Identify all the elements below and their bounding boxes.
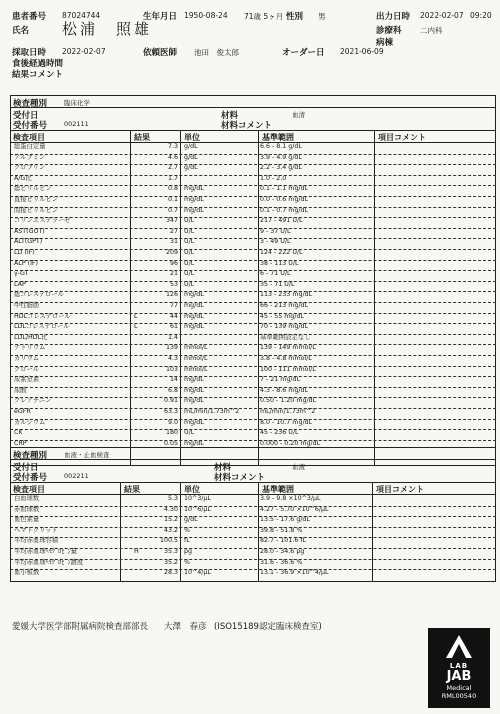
- print-date-label: 出力日時: [376, 12, 411, 22]
- result-value: 77: [169, 302, 178, 309]
- result-value: 0.8: [167, 185, 178, 193]
- result-value: 31: [169, 238, 178, 246]
- reference-range: 45 - 55 mg/dL: [260, 312, 305, 320]
- logo-mid-text: JAB: [446, 669, 472, 684]
- test-name: 総コレステロール: [14, 291, 64, 299]
- result-unit: U/L: [184, 238, 195, 246]
- divider: [10, 482, 496, 483]
- reference-range: 2.2 - 3.4 g/dL: [260, 164, 302, 172]
- table-row: [12, 143, 494, 151]
- table-row: [12, 291, 494, 299]
- test-name: クロール: [14, 365, 40, 373]
- reference-range: 124 - 222 U/L: [260, 249, 303, 256]
- abnormal-flag: L: [134, 312, 138, 320]
- result-value: 61: [169, 323, 178, 331]
- s1-material-value: 血清: [292, 111, 305, 119]
- table-row: [12, 516, 494, 524]
- name-label: 氏名: [12, 26, 30, 36]
- result-unit: mg/dL: [184, 291, 204, 299]
- reference-range: 3.9 - 9.8 ×10^3/μL: [260, 495, 321, 502]
- table-row: [12, 228, 494, 236]
- result-unit: g/dL: [184, 143, 198, 150]
- reference-range: 4.27 - 5.70 ×10^6/μL: [260, 505, 329, 513]
- result-unit: %: [184, 558, 190, 566]
- test-name: 間接ビリルビン: [14, 206, 59, 214]
- test-name: 尿素窒素: [14, 376, 40, 384]
- sex: 男: [318, 12, 326, 21]
- s1-col-ref: 基準範囲: [262, 133, 294, 142]
- s1-col-result: 結果: [134, 133, 150, 142]
- footer-cert: (ISO15189認定臨床検査室): [214, 622, 322, 632]
- reference-range: 0.50 - 1.20 mg/dL: [260, 397, 317, 405]
- s1-col-unit: 単位: [184, 133, 200, 142]
- reference-range: 38 - 113 U/L: [260, 259, 299, 267]
- reference-range: 基準範囲設定なし: [260, 333, 311, 341]
- table-row: [12, 569, 494, 577]
- result-unit: mg/dL: [184, 206, 204, 214]
- test-name: 平均赤血球ﾍﾓｸﾞﾛﾋﾞﾝ量: [14, 548, 77, 555]
- result-unit: U/L: [184, 249, 195, 256]
- test-name: ALT(GPT): [14, 238, 43, 246]
- result-unit: U/L: [184, 280, 195, 288]
- result-unit: mg/dL: [184, 185, 204, 193]
- table-row: [12, 217, 494, 225]
- logo-line1: Medical: [446, 684, 472, 692]
- result-value: 180: [165, 429, 178, 437]
- result-value: 44: [169, 312, 178, 320]
- reference-range: 0.0 - 0.6 mg/dL: [260, 196, 309, 203]
- result-value: 0.05: [163, 439, 178, 447]
- s2-type-value: 血液・止血検査: [64, 451, 110, 459]
- result-value: 0.91: [163, 397, 178, 405]
- accreditation-mark-icon: [428, 632, 490, 662]
- test-name: カリウム: [14, 355, 40, 362]
- dept: 二内科: [420, 26, 443, 35]
- test-name: ヘマトクリット: [14, 526, 58, 534]
- result-value: 4.30: [163, 505, 178, 513]
- result-unit: g/dL: [184, 516, 198, 524]
- result-unit: U/L: [184, 429, 195, 437]
- result-unit: mg/dL: [184, 418, 204, 426]
- logo-top-text: LAB: [449, 662, 469, 670]
- test-name: クレアチニン: [14, 397, 52, 405]
- test-name: 総蛋白定量: [14, 143, 46, 150]
- reference-range: 1.0 - 2.0: [260, 174, 287, 182]
- result-unit: mg/dL: [184, 397, 204, 405]
- test-name: 中性脂肪: [14, 302, 40, 309]
- s1-material-label: 材料: [221, 111, 239, 121]
- s2-received-label: 受付日: [13, 463, 39, 473]
- reference-range: 217 - 491 U/L: [260, 217, 303, 225]
- table-row: [12, 376, 494, 384]
- table-row: [12, 429, 494, 437]
- reference-range: 100 - 111 mmol/L: [260, 365, 316, 373]
- result-value: 1.7: [167, 174, 178, 182]
- result-unit: mmol/L: [184, 355, 208, 362]
- result-unit: mmol/L: [184, 344, 208, 352]
- table-row: [12, 164, 494, 172]
- result-unit: U/L: [184, 227, 195, 235]
- test-name: LD (IF): [14, 249, 35, 256]
- table-row: [12, 559, 494, 567]
- divider: [10, 107, 496, 108]
- test-name: LDLコレステロール: [14, 323, 70, 331]
- divider: [10, 459, 496, 460]
- test-name: カルシウム: [14, 418, 46, 426]
- doctor-label: 依頼医師: [143, 48, 178, 58]
- table-row: [12, 527, 494, 535]
- test-name: 白血球数: [14, 495, 40, 502]
- table-row: [12, 207, 494, 215]
- table-row: [12, 408, 494, 416]
- reference-range: 31.6 - 36.6 %: [260, 558, 303, 566]
- result-value: 15.2: [163, 516, 178, 524]
- reference-range: 3.8 - 4.8 mmol/L: [260, 355, 312, 362]
- reference-range: 45 - 236 U/L: [260, 429, 299, 437]
- footer-head: 大澤 春彦: [164, 622, 207, 632]
- test-name: CRP: [14, 439, 27, 447]
- reference-range: 113 - 233 mg/dL: [260, 291, 313, 299]
- s2-material-comment-label: 材料コメント: [214, 473, 266, 483]
- s2-type-label: 検査種別: [13, 451, 48, 461]
- result-value: 28.3: [163, 569, 178, 577]
- table-row: [12, 185, 494, 193]
- result-value: 139: [165, 344, 178, 352]
- abnormal-flag: L: [134, 323, 138, 331]
- abnormal-flag: H: [134, 548, 139, 555]
- result-unit: mg/dL: [184, 376, 204, 384]
- result-value: 7.3: [167, 143, 178, 150]
- table-row: [12, 387, 494, 395]
- footer-org: 愛媛大学医学部附属病院検査部部長: [12, 622, 149, 632]
- reference-range: mL/min/1.73m^2: [260, 408, 316, 415]
- s1-col-comment: 項目コメント: [378, 133, 426, 142]
- test-name: 血小板数: [14, 569, 40, 577]
- s2-col-result: 結果: [124, 485, 140, 494]
- result-value: 4.3: [167, 355, 178, 362]
- test-name: A/G比: [14, 174, 32, 182]
- test-name: AST(GOT): [14, 227, 45, 235]
- result-value: 14: [169, 376, 178, 384]
- result-value: 0.7: [167, 206, 178, 214]
- result-unit: g/dL: [184, 153, 198, 161]
- result-value: 63.3: [163, 408, 178, 415]
- meal-label: 食後経過時間: [12, 59, 64, 69]
- result-unit: U/L: [184, 217, 195, 225]
- test-name: 血色素量: [14, 516, 40, 524]
- test-name: 赤血球数: [14, 505, 40, 513]
- table-row: [12, 334, 494, 342]
- ward-label: 病棟: [376, 38, 394, 48]
- table-row: [12, 548, 494, 556]
- logo-line2: RML00540: [441, 692, 477, 700]
- reference-range: 66 - 213 mg/dL: [260, 302, 309, 309]
- result-value: 2.7: [167, 164, 178, 172]
- reference-range: 82.7 - 101.6 fL: [260, 537, 307, 545]
- result-value: 5.3: [167, 495, 178, 502]
- print-date: 2022-02-07: [420, 11, 464, 20]
- test-name: HDLコレステロール: [14, 312, 71, 320]
- result-value: 35.3: [163, 548, 178, 555]
- reference-range: 6.6 - 8.1 g/dL: [260, 143, 302, 150]
- table-row: [12, 154, 494, 162]
- result-value: 100.5: [159, 537, 178, 545]
- table-row: [12, 270, 494, 278]
- s2-receipt-no: 002211: [64, 472, 89, 480]
- reference-range: 13.5 - 17.6 g/dL: [260, 516, 310, 524]
- reference-range: 9 - 37 U/L: [260, 227, 291, 235]
- reference-range: 6 - 71 U/L: [260, 270, 291, 278]
- reference-range: 39.8 - 51.8 %: [260, 526, 303, 534]
- collect-label: 採取日時: [12, 48, 47, 58]
- table-row: [12, 313, 494, 321]
- collect-date: 2022-02-07: [62, 47, 106, 56]
- result-value: 347: [165, 217, 178, 225]
- dob: 1950-08-24: [184, 11, 228, 20]
- s2-receipt-label: 受付番号: [13, 473, 48, 483]
- reference-range: 35 - 71 U/L: [260, 280, 295, 288]
- test-name: eGFR: [14, 408, 31, 415]
- test-name: γ-GT: [14, 270, 29, 278]
- table-row: [12, 238, 494, 246]
- reference-range: 3.9 - 4.9 g/dL: [260, 153, 302, 161]
- result-value: 53: [169, 280, 178, 288]
- test-name: LDL/HDL比: [14, 333, 48, 341]
- result-unit: pg: [184, 548, 192, 555]
- patient-id-label: 患者番号: [12, 12, 47, 22]
- result-unit: fL: [184, 537, 190, 545]
- result-unit: mg/dL: [184, 312, 204, 320]
- print-time: 09:20: [470, 11, 492, 20]
- table-row: [12, 249, 494, 257]
- result-value: 96: [169, 259, 178, 267]
- result-unit: mg/dL: [184, 323, 204, 331]
- result-unit: %: [184, 526, 190, 534]
- divider: [10, 130, 496, 131]
- s1-receipt-no: 002111: [64, 120, 89, 128]
- reference-range: 0.1 - 0.7 mg/dL: [260, 206, 309, 214]
- test-name: グロブリン: [14, 164, 46, 172]
- result-value: 6.8: [167, 386, 178, 394]
- s1-received-label: 受付日: [13, 111, 39, 121]
- reference-range: 13.1 - 36.9 ×10^4/μL: [260, 569, 329, 577]
- table-row: [12, 506, 494, 514]
- doctor: 池田 俊太郎: [194, 48, 239, 57]
- age: 71歳 5ヶ月: [244, 12, 284, 21]
- s1-receipt-label: 受付番号: [13, 121, 48, 131]
- table-row: [12, 419, 494, 427]
- s2-material-value: 血液: [292, 463, 305, 471]
- test-name: 平均赤血球容積: [14, 537, 59, 545]
- result-unit: mL/min/1.73m^2: [184, 408, 240, 415]
- test-name: ナトリウム: [14, 344, 46, 352]
- patient-id: 87024744: [62, 11, 101, 20]
- table-row: [12, 355, 494, 363]
- dept-label: 診療科: [376, 26, 402, 36]
- result-value: 1.4: [167, 333, 178, 341]
- reference-range: 139 - 149 mmol/L: [260, 344, 316, 352]
- result-unit: mg/dL: [184, 196, 204, 203]
- sex-label: 性別: [286, 12, 304, 22]
- table-row: [12, 281, 494, 289]
- table-row: [12, 302, 494, 310]
- table-row: [12, 495, 494, 503]
- test-name: 直接ビリルビン: [14, 196, 59, 203]
- result-value: 126: [165, 291, 178, 299]
- result-unit: g/dL: [184, 164, 198, 172]
- s2-material-label: 材料: [214, 463, 232, 473]
- s1-type-label: 検査種別: [13, 99, 48, 109]
- result-value: 35.2: [163, 558, 178, 566]
- result-value: 43.2: [163, 526, 178, 534]
- table-row: [12, 196, 494, 204]
- result-value: 4.6: [167, 153, 178, 161]
- patient-name: 松浦 照雄: [62, 20, 153, 38]
- s2-col-unit: 単位: [184, 485, 200, 494]
- order-label: オーダー日: [282, 48, 325, 58]
- result-unit: U/L: [184, 259, 195, 267]
- result-unit: mg/dL: [184, 439, 204, 447]
- reference-range: 28.0 - 34.6 pg: [260, 548, 305, 555]
- reference-range: 0.1 - 1.1 mg/dL: [260, 185, 309, 193]
- result-value: 21: [169, 270, 178, 278]
- table-row: [12, 537, 494, 545]
- result-unit: 10^6/μL: [184, 505, 211, 513]
- dob-label: 生年月日: [143, 12, 178, 22]
- reference-range: 0.000 - 0.20 mg/dL: [260, 439, 321, 447]
- test-name: CK: [14, 429, 23, 437]
- order-date: 2021-06-09: [340, 47, 384, 56]
- s2-col-ref: 基準範囲: [262, 485, 294, 494]
- s2-col-comment: 項目コメント: [376, 485, 424, 494]
- result-unit: mg/dL: [184, 302, 204, 309]
- table-row: [12, 175, 494, 183]
- result-unit: 10^3/μL: [184, 495, 211, 502]
- table-row: [12, 260, 494, 268]
- s1-col-item: 検査項目: [13, 133, 45, 142]
- test-name: LAP: [14, 280, 26, 288]
- table-row: [12, 397, 494, 405]
- s1-material-comment-label: 材料コメント: [221, 121, 273, 131]
- result-unit: mmol/L: [184, 365, 208, 373]
- reference-range: 7 - 21 mg/dL: [260, 376, 301, 384]
- test-name: 尿酸: [14, 386, 27, 394]
- result-value: 103: [165, 365, 178, 373]
- reference-range: 8.0 - 10.7 mg/dL: [260, 418, 313, 426]
- table-row: [12, 366, 494, 374]
- jab-accreditation-logo: [428, 628, 490, 708]
- test-name: 総ビリルビン: [14, 185, 52, 193]
- reference-range: 70 - 139 mg/dL: [260, 323, 309, 331]
- result-value: 9.0: [167, 418, 178, 426]
- test-name: アルブミン: [14, 153, 46, 161]
- result-unit: 10^4/μL: [184, 569, 211, 577]
- test-name: コリンエステラーゼ: [14, 217, 71, 225]
- s2-col-item: 検査項目: [13, 485, 45, 494]
- table-row: [12, 344, 494, 352]
- result-unit: mg/dL: [184, 386, 204, 394]
- comment-label: 結果コメント: [12, 70, 64, 80]
- table-row: [12, 323, 494, 331]
- result-value: 27: [169, 227, 178, 235]
- result-unit: U/L: [184, 270, 195, 278]
- result-value: 0.1: [167, 196, 178, 203]
- test-name: 平均赤血球ﾍﾓｸﾞﾛﾋﾞﾝ濃度: [14, 558, 84, 566]
- result-value: 209: [165, 249, 178, 256]
- s1-type-value: 臨床化学: [64, 99, 90, 107]
- reference-range: 3 - 49 U/L: [260, 238, 291, 246]
- reference-range: 4.3 - 8.6 mg/dL: [260, 386, 309, 394]
- test-name: ALP (IF): [14, 259, 39, 267]
